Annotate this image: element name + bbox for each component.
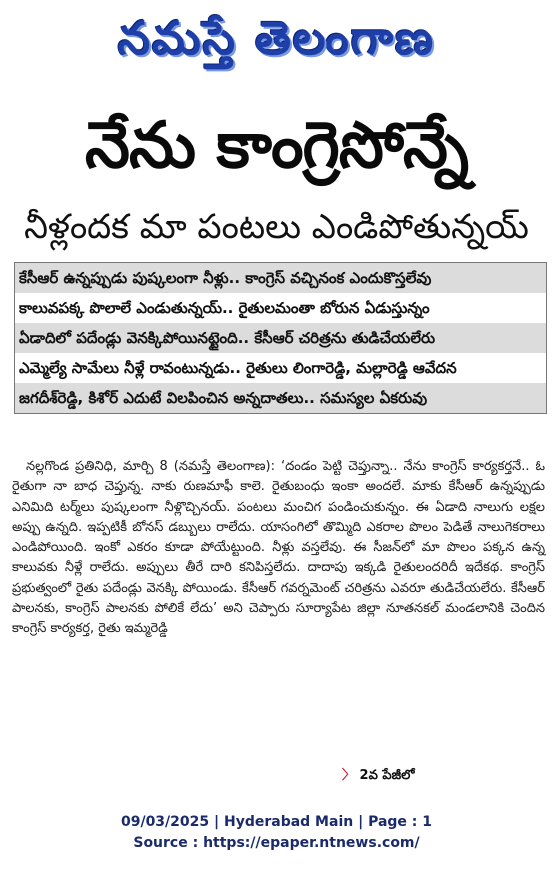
chevron-right-icon: 〉 xyxy=(342,768,356,783)
continued-label: 2వ పేజీలో xyxy=(359,768,415,783)
subheadline xyxy=(0,205,553,257)
headline-text: నేను కాంగ్రెసోన్నే xyxy=(85,108,468,183)
kicker-box xyxy=(14,262,547,414)
masthead xyxy=(0,0,553,88)
footer-date-edition: 09/03/2025 | Hyderabad Main | Page : 1 xyxy=(120,814,433,830)
subheadline-text: నీళ్లందక మా పంటలు ఎండిపోతున్నయ్ xyxy=(24,207,529,247)
continued-on-page-link[interactable] xyxy=(342,764,414,786)
article-body: నల్లగొండ ప్రతినిధి, మార్చి 8 (నమస్తే తెలంగాణ): ‘దండం పెట్టి చెప్తున్నా.. నేను కాంగ్రెస్ కార్యకర్తనే.. ఓ రైతుగా నా బాధ చెప్తున్న. నాకు రుణమాఫీ కాలె. రైతుబంధు ఇంకా అందలే. మాకు కేసీఆర్ ఉన్నప్పుడు ఎనిమిది టర్మ్‌లు పుష్కలంగా నీళ్లొచ్చినయ్. పంటలు మంచిగ పండించుకున్నం. ఈ ఏడాది నాలుగు లక్షల అప్పు ఉన్నది. ఇప్పటికీ బోనస్ డబ్బులు రాలేదు. యాసంగిలో తొమ్మిది ఎకరాల పొలం పెడితే నాలుగెకరాలు ఎండిపోయింది. ఇంకో ఎకరం కూడా పోయేట్టుంది. నీళ్లు వస్తలేవు. ఈ సీజన్‌లో మా పొలం పక్కన ఉన్న కాలువకు నీళ్లే రాలేదు. అప్పులు తీరే దారి కనిపిస్తలేదు. దాదాపు ఇక్కడి రైతులందరిదీ ఇదేకథ. కాంగ్రెస్ ప్రభుత్వంలో రైతు పదేండ్లు వెనక్కి పోయిండు. కేసీఆర్ గవర్నమెంట్ చరిత్రను ఎవరూ తుడిచేయలేరు. కేసీఆర్ పాలనకు, కాంగ్రెస్ పాలనకు పోలికే లేదు’ అని చెప్పారు సూర్యాపేట జిల్లా నూతనకల్ మండలానికి చెందిన కాంగ్రెస్ కార్యకర్త, రైతు ఇమ్మరెడ్డి xyxy=(12,459,545,637)
headline xyxy=(0,103,553,203)
newspaper-title: నమస్తే తెలంగాణ xyxy=(117,11,436,65)
kicker-line: కేసీఆర్ ఉన్నప్పుడు పుష్కలంగా నీళ్లు.. కాంగ్రెస్ వచ్చినంక ఎందుకొస్తలేవు xyxy=(15,263,546,293)
kicker-line: కాలువపక్క పొలాలే ఎండుతున్నయ్.. రైతులమంతా బోరున ఏడుస్తున్నం xyxy=(19,299,430,317)
kicker-line: ఏడాదిలో పదేండ్లు వెనక్కిపోయినట్టైంది.. కేసీఆర్ చరిత్రను తుడిచేయలేరు xyxy=(15,323,546,353)
kicker-line: ఎమ్మెల్యే సామేలు నీళ్లే రావంటున్నడు.. రైతులు లింగారెడ్డి, మల్లారెడ్డి ఆవేదన xyxy=(19,359,457,377)
kicker-line: జగదీశ్‌రెడ్డి, కిశోర్ ఎదుటే విలపించిన అన్నదాతలు.. సమస్యల ఏకరువు xyxy=(15,383,546,413)
footer-source-link[interactable]: Source : https://epaper.ntnews.com/ xyxy=(133,835,420,851)
footer xyxy=(0,812,553,854)
